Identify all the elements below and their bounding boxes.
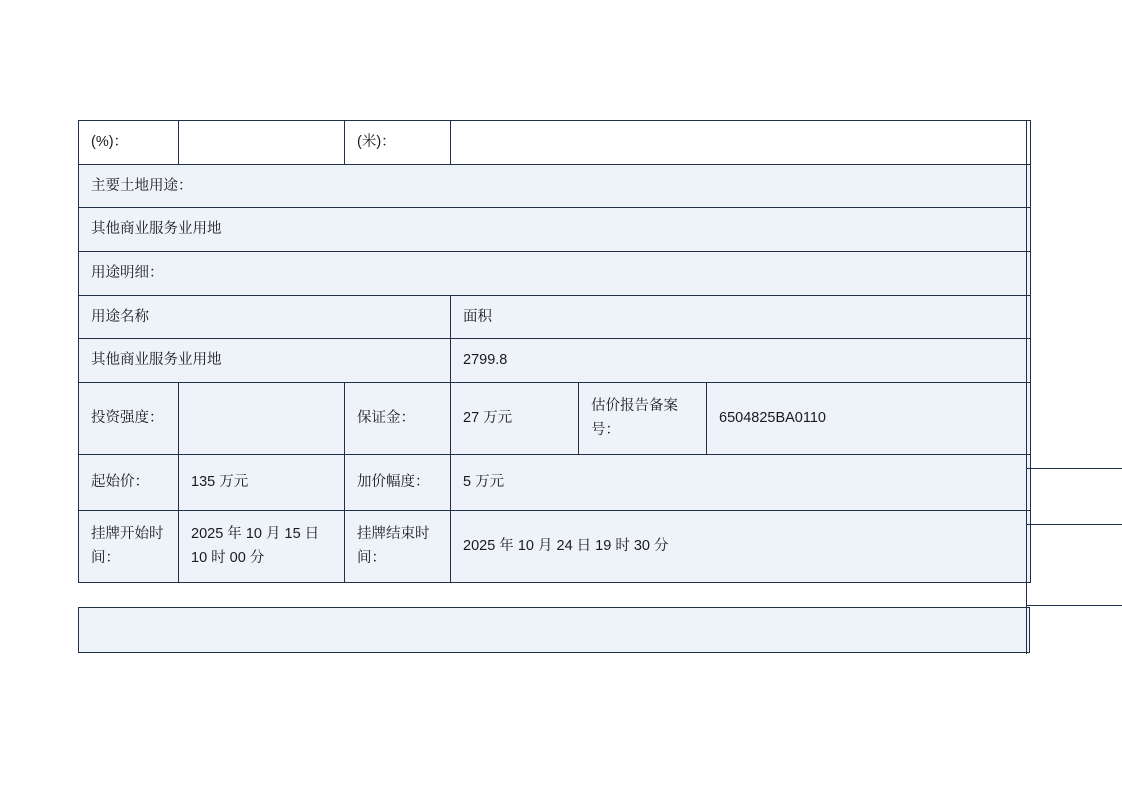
start-price-value: 135 万元 — [179, 454, 345, 510]
table-row-use-values — [79, 339, 1031, 383]
listing-start-value: 2025 年 10 月 15 日 10 时 00 分 — [179, 510, 345, 582]
table-row-use-headers — [79, 295, 1031, 339]
main-land-use-value: 其他商业服务业用地 — [79, 208, 1031, 252]
area-header: 面积 — [451, 295, 1031, 339]
use-detail-label: 用途明细： — [79, 251, 1031, 295]
table-outer-border-right — [1026, 120, 1027, 654]
table-row-investment-deposit — [79, 382, 1031, 454]
meter-value — [451, 121, 1031, 165]
start-price-label: 起始价： — [79, 454, 179, 510]
table-overflow-line-bottom — [1026, 605, 1122, 606]
percent-label: (%)： — [79, 121, 179, 165]
land-listing-table — [78, 120, 1031, 583]
listing-start-label: 挂牌开始时间： — [79, 510, 179, 582]
increment-value: 5 万元 — [451, 454, 1031, 510]
listing-end-value: 2025 年 10 月 24 日 19 时 30 分 — [451, 510, 1031, 582]
listing-end-label: 挂牌结束时间： — [345, 510, 451, 582]
deposit-label: 保证金： — [345, 382, 451, 454]
use-name-header: 用途名称 — [79, 295, 451, 339]
table-row-use-detail-label — [79, 251, 1031, 295]
table-row-main-land-use-label — [79, 164, 1031, 208]
appraisal-record-label: 估价报告备案号： — [579, 382, 707, 454]
meter-label: (米)： — [345, 121, 451, 165]
main-land-use-label: 主要土地用途： — [79, 164, 1031, 208]
table-row-listing-times — [79, 510, 1031, 582]
increment-label: 加价幅度： — [345, 454, 451, 510]
table-overflow-line-middle — [1026, 524, 1122, 525]
area-value: 2799.8 — [451, 339, 1031, 383]
deposit-value: 27 万元 — [451, 382, 579, 454]
appraisal-record-value: 6504825BA0110 — [707, 382, 1031, 454]
use-name-value: 其他商业服务业用地 — [79, 339, 451, 383]
table-row-main-land-use-value — [79, 208, 1031, 252]
percent-value — [179, 121, 345, 165]
table-overflow-line-top — [1026, 468, 1122, 469]
investment-intensity-label: 投资强度： — [79, 382, 179, 454]
investment-intensity-value — [179, 382, 345, 454]
table-footer-band — [78, 607, 1030, 653]
table-row-start-price — [79, 454, 1031, 510]
table-row-percent-meter — [79, 121, 1031, 165]
